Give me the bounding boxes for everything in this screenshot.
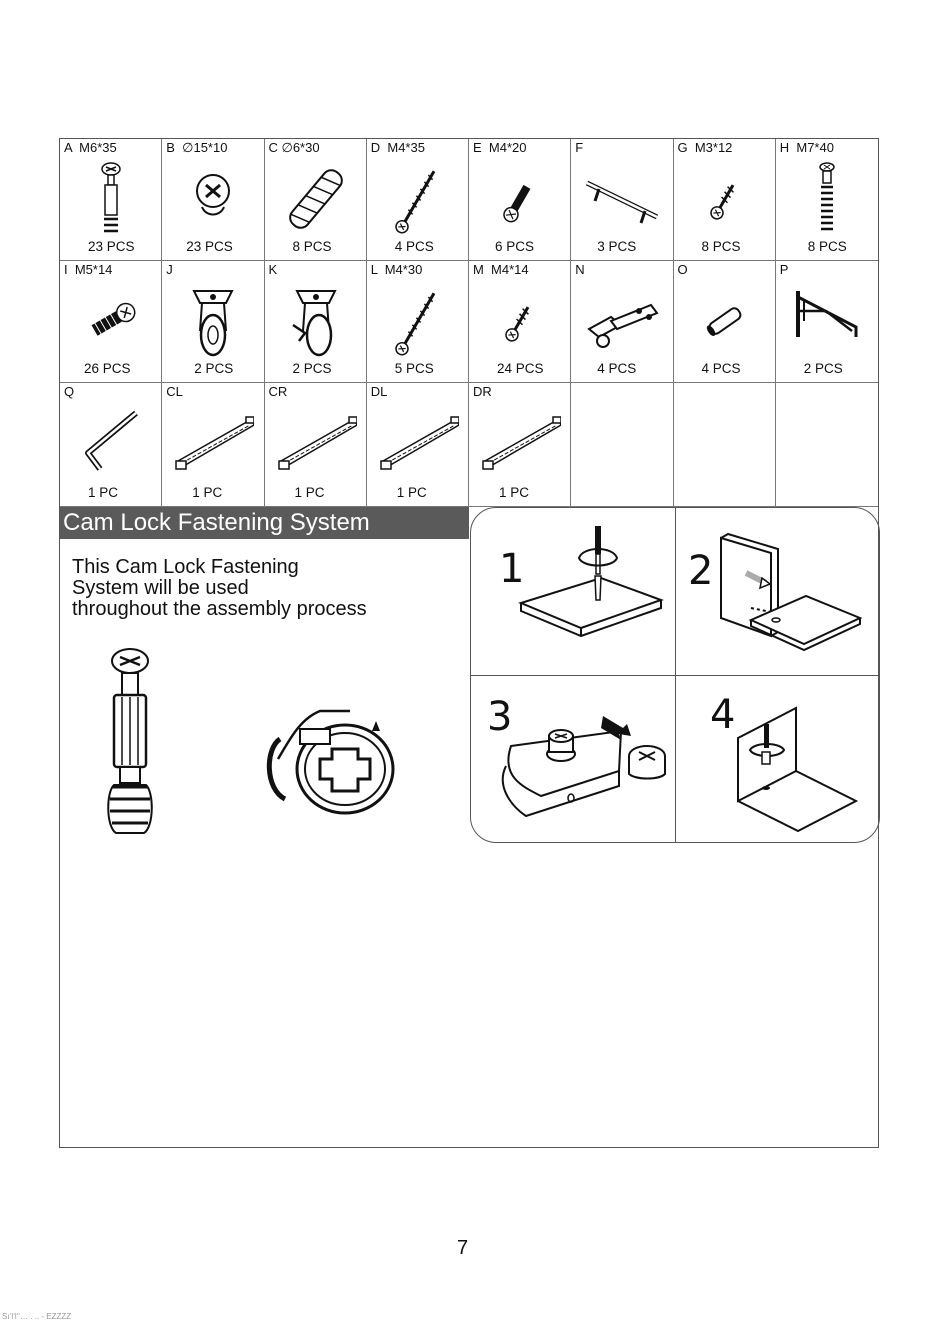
bar-handle-icon [581,159,663,239]
step-3-panel [471,676,675,843]
part-cell [367,261,469,383]
part-label: I M5*14 [64,262,113,277]
part-label: P [779,262,789,277]
cam-lock-steps-panel [470,507,880,843]
part-label: O [677,262,688,277]
parts-frame [59,138,879,1148]
threaded-bolt-icon [786,159,868,239]
allen-key-icon [70,403,152,483]
part-cell [571,139,673,261]
part-cell [265,261,367,383]
part-label: E M4*20 [473,140,527,155]
description-line: throughout the assembly process [72,598,367,620]
part-quantity: 4 PCS [394,239,434,254]
section-title: Cam Lock Fastening System [60,507,469,539]
part-label: D M4*35 [370,140,425,155]
cam-bolt-icon [70,159,152,239]
part-quantity: 23 PCS [88,239,135,254]
part-cell [674,261,776,383]
description-line: System will be used [72,577,249,599]
caster-wheel-icon [172,281,254,361]
part-cell [265,139,367,261]
part-label: CL [166,384,183,399]
part-cell [469,261,571,383]
part-label: H M7*40 [779,140,834,155]
part-cell [469,383,571,507]
step-4-panel [676,676,880,843]
part-cell [367,383,469,507]
part-quantity: 1 PC [88,485,119,500]
part-quantity: 8 PCS [292,239,332,254]
wood-dowel-icon [275,159,357,239]
step-number: 3 [487,694,513,740]
part-quantity: 3 PCS [597,239,637,254]
wood-screw-icon [377,281,459,361]
part-quantity: 1 PC [192,485,223,500]
step-number: 1 [499,546,525,592]
small-screw-icon [684,159,766,239]
part-quantity: 8 PCS [807,239,847,254]
part-quantity: 1 PC [294,485,325,500]
step-2-panel [676,508,880,675]
cam-lock-icon [172,159,254,239]
part-cell [60,383,162,507]
part-cell [776,139,878,261]
empty-cell [776,383,878,507]
part-quantity: 2 PCS [292,361,332,376]
cam-lock-large-icon [260,699,400,819]
part-quantity: 1 PC [396,485,427,500]
part-quantity: 5 PCS [394,361,434,376]
drawer-slide-icon [172,403,254,483]
part-label: CR [268,384,288,399]
cam-bolt-large-icon [100,647,160,837]
part-quantity: 8 PCS [701,239,741,254]
part-cell [776,261,878,383]
part-quantity: 6 PCS [495,239,535,254]
part-cell [162,261,264,383]
part-label: C ∅6*30 [268,140,320,155]
pan-screw-icon [70,281,152,361]
part-quantity: 24 PCS [497,361,544,376]
part-label: DR [473,384,492,399]
description-line: This Cam Lock Fastening [72,556,299,578]
part-label: K [268,262,278,277]
part-label: L M4*30 [370,262,423,277]
tighten-cam-illustration [676,676,880,843]
part-cell [60,261,162,383]
part-label: N [575,262,585,277]
part-quantity: 4 PCS [701,361,741,376]
wood-screw-icon [377,159,459,239]
hardware-parts-grid [60,139,878,507]
empty-cell [674,383,776,507]
part-label: B ∅15*10 [166,140,228,155]
drawer-slide-icon [479,403,561,483]
part-label: A M6*35 [64,140,117,155]
part-cell [469,139,571,261]
part-quantity: 2 PCS [803,361,843,376]
part-label: G M3*12 [677,140,733,155]
part-cell [571,261,673,383]
step-number: 4 [710,692,736,738]
empty-cell [571,383,673,507]
part-cell [162,383,264,507]
short-screw-icon [479,159,561,239]
part-cell [674,139,776,261]
step-number: 2 [688,548,714,594]
part-quantity: 23 PCS [186,239,233,254]
part-cell [367,139,469,261]
drawer-slide-icon [275,403,357,483]
part-cell [162,139,264,261]
part-quantity: 1 PC [499,485,530,500]
part-quantity: 2 PCS [194,361,234,376]
part-quantity: 4 PCS [597,361,637,376]
part-quantity: 26 PCS [84,361,131,376]
part-label: Q [64,384,75,399]
step-1-panel [471,508,675,675]
part-cell [60,139,162,261]
folding-bracket-icon [786,281,868,361]
shelf-pin-icon [684,281,766,361]
section-description [72,557,452,620]
part-label: F [575,140,584,155]
part-cell [265,383,367,507]
printer-mark: Sı‘l‘l‘‘… . .. - EZZZZ [2,1312,72,1321]
drawer-slide-icon [377,403,459,483]
part-label: DL [370,384,388,399]
locking-caster-icon [275,281,357,361]
small-screw-icon [479,281,561,361]
part-label: M M4*14 [473,262,529,277]
page-number: 7 [457,1237,469,1259]
part-label: J [166,262,173,277]
cabinet-hinge-icon [581,281,663,361]
